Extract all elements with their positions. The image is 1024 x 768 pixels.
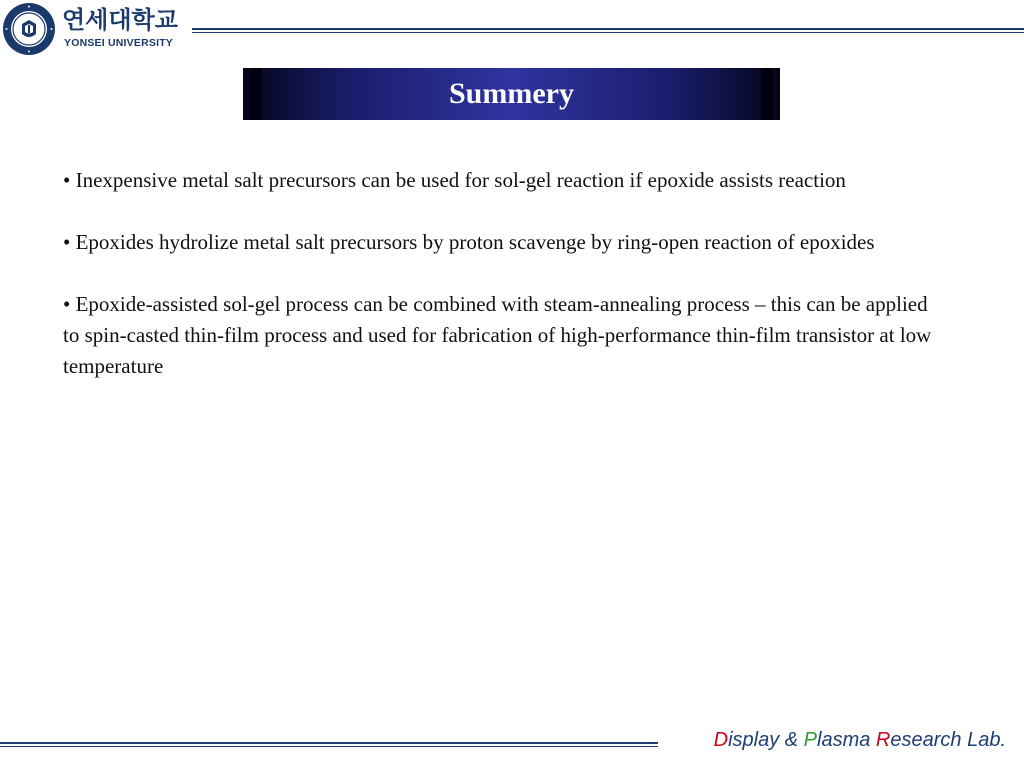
footer-lab-lasma: lasma (817, 729, 876, 751)
university-seal-icon (2, 2, 56, 56)
footer-lab-name (714, 729, 1006, 752)
footer-rule (0, 742, 658, 748)
footer-lab-isplay: isplay & (728, 729, 804, 751)
slide-content (63, 165, 943, 413)
footer-lab-r: R (875, 729, 891, 751)
footer-lab-p: P (803, 729, 817, 751)
slide-title: Summery (449, 77, 574, 110)
logo-english-text: YONSEI UNIVERSITY (64, 37, 174, 49)
slide-title-bar (243, 68, 780, 120)
university-logo (2, 2, 180, 56)
logo-korean-text: 연세대학교 (62, 6, 178, 34)
bullet-item: • Inexpensive metal salt precursors can be used for sol-gel reaction if epoxide assists reaction (63, 168, 846, 192)
header-rule (192, 28, 1024, 34)
bullet-item: • Epoxides hydrolize metal salt precursors by proton scavenge by ring-open reaction of epoxides (63, 230, 875, 254)
footer-lab-d: D (713, 729, 729, 751)
bullet-item: • Epoxide-assisted sol-gel process can be combined with steam-annealing process – this can be applied to spin-casted thin-film process and used for fabrication of high-performance thin-film transistor at low temperature (63, 292, 932, 378)
footer-lab-esearch: esearch Lab. (890, 729, 1006, 751)
